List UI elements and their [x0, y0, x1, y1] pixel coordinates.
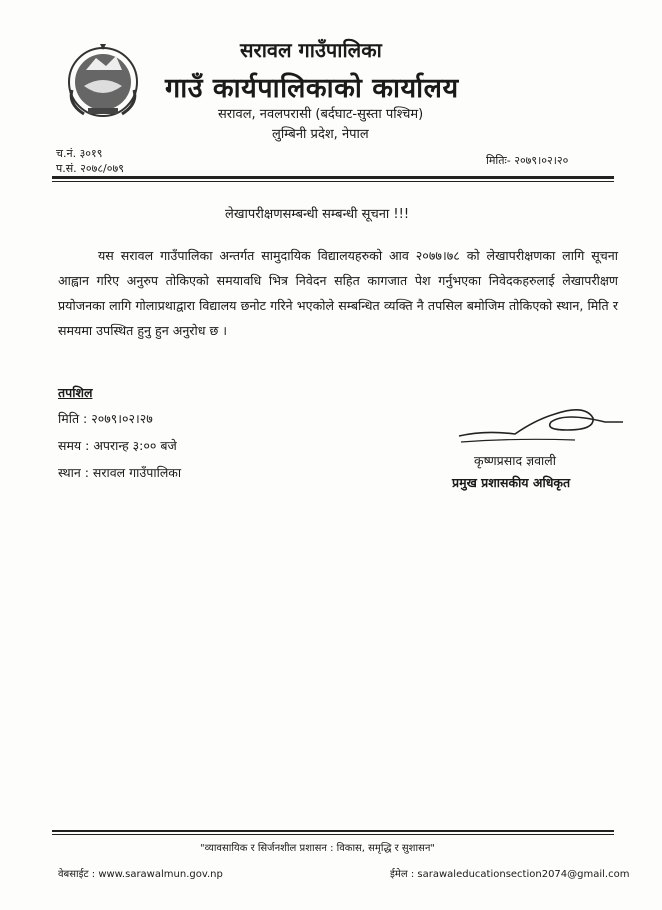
footer-email — [390, 866, 629, 880]
tapasil-date: मिति : २०७९।०२।२७ — [58, 411, 153, 426]
reference-cha-no: च.नं. ३०१९ — [56, 147, 103, 160]
reference-fiscal-year: प.सं. २०७८/०७९ — [56, 162, 124, 175]
footer-divider-thin — [52, 834, 614, 835]
website-label: वेबसाईट : — [58, 869, 96, 880]
header-divider-thin — [52, 181, 614, 182]
notice-body: यस सरावल गाउँपालिका अन्तर्गत सामुदायिक विद्यालयहरुको आव २०७७।७८ को लेखापरीक्षणका लागि सूचना आह्वान गरिए अनुरुप तोकिएको समयावधि भित्र निवेदन सहित कागजात पेश गर्नुभएका निवेदकहरुलाई लेखापरीक्षण प्रयोजनका लागि गोलाप्रथाद्वारा विद्यालय छनोट गरिने भएकोले सम्बन्धित व्यक्ति नै तपसिल बमोजिम तोकिएको स्थान, मिति र समयमा उपस्थित हुनु हुन अनुरोध छ । — [58, 248, 618, 338]
tapasil-heading: तपशिल — [58, 385, 93, 400]
nepal-emblem-icon — [64, 40, 142, 122]
email-label: ईमेल : — [390, 869, 415, 880]
address-line-2: लुम्बिनी प्रदेश, नेपाल — [272, 127, 369, 142]
email-link[interactable]: sarawaleducationsection2074@gmail.com — [417, 869, 630, 880]
notice-subject: लेखापरीक्षणसम्बन्धी सम्बन्धी सूचना !!! — [225, 207, 410, 222]
footer-website — [58, 866, 223, 880]
footer-motto: "व्यावसायिक र सिर्जनशील प्रशासन : विकास, समृद्धि र सुशासन" — [200, 843, 435, 854]
municipality-name: सरावल गाउँपालिका — [240, 38, 382, 62]
tapasil-place: स्थान : सरावल गाउँपालिका — [58, 465, 182, 480]
signature-icon — [455, 400, 625, 450]
office-title: गाउँ कार्यपालिकाको कार्यालय — [165, 73, 459, 104]
letter-date: मितिः- २०७९।०२।२० — [486, 154, 569, 167]
website-link[interactable]: www.sarawalmun.gov.np — [98, 869, 223, 880]
footer-divider-thick — [52, 830, 614, 832]
signatory-title: प्रमुख प्रशासकीय अधिकृत — [452, 475, 571, 490]
signatory-name: कृष्णप्रसाद ज्ञवाली — [474, 453, 556, 468]
address-line-1: सरावल, नवलपरासी (बर्दघाट-सुस्ता पश्चिम) — [218, 107, 424, 122]
tapasil-time: समय : अपरान्ह ३:०० बजे — [58, 438, 177, 453]
header-divider-thick — [52, 176, 614, 179]
